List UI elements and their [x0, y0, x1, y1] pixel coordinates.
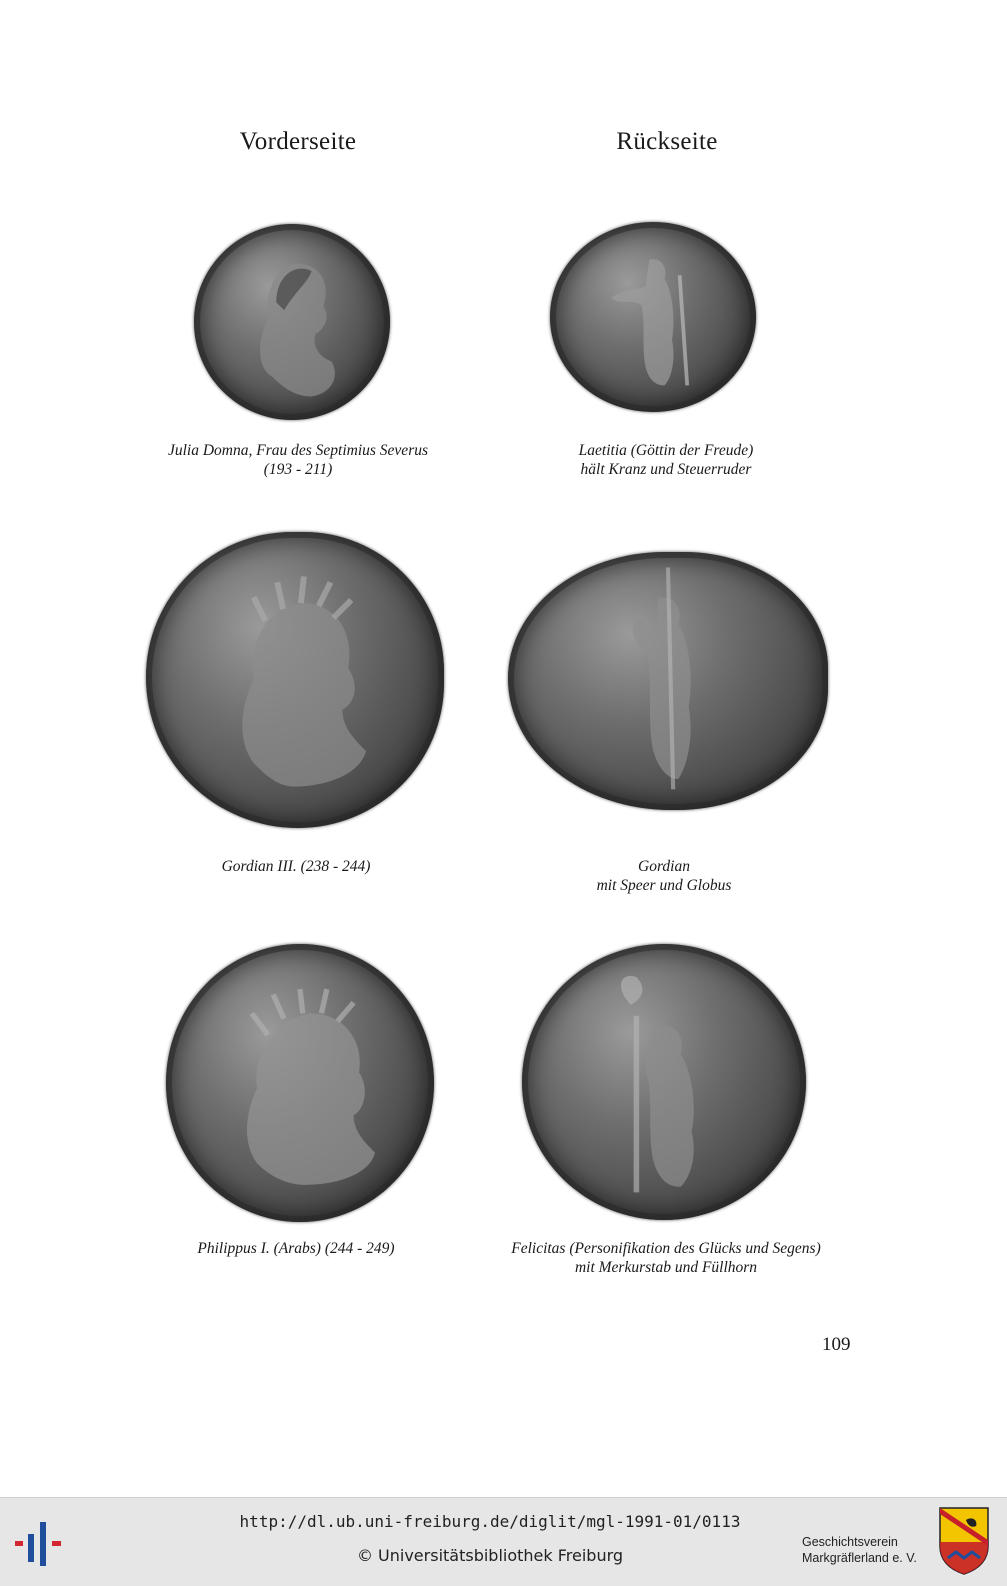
header-back: Rückseite — [616, 128, 718, 155]
header-front: Vorderseite — [239, 128, 357, 155]
caption-gordian-iii — [106, 857, 486, 876]
coin-julia-domna-obverse — [194, 224, 390, 420]
caption-philippus-i — [106, 1239, 486, 1258]
caption-line: Gordian — [638, 858, 690, 875]
caption-line: Julia Domna, Frau des Septimius Severus — [167, 442, 429, 459]
caption-line: Gordian III. (238 - 244) — [221, 858, 371, 875]
caption-line: hält Kranz und Steuerruder — [580, 461, 752, 478]
society-name — [802, 1534, 932, 1566]
coin-gordian-iii-obverse — [146, 532, 444, 828]
society-line: Geschichtsverein — [802, 1535, 898, 1549]
coin-felicitas-reverse — [522, 944, 806, 1220]
coin-laetitia-reverse — [550, 222, 756, 412]
caption-julia-domna — [108, 441, 488, 479]
caption-felicitas — [476, 1239, 856, 1277]
caption-line: Felicitas (Personifikation des Glücks und Segens) — [511, 1240, 821, 1257]
caption-gordian — [474, 857, 854, 895]
caption-line: Philippus I. (Arabs) (244 - 249) — [197, 1240, 395, 1257]
caption-laetitia — [476, 441, 856, 479]
coin-philippus-i-obverse — [166, 944, 434, 1222]
copyright-notice: © Universitätsbibliothek Freiburg — [356, 1546, 624, 1565]
ub-freiburg-logo-icon — [14, 1520, 62, 1570]
caption-line: (193 - 211) — [263, 461, 333, 478]
digital-library-url[interactable]: http://dl.ub.uni-freiburg.de/diglit/mgl-1991-01/0113 — [239, 1512, 741, 1531]
caption-line: mit Merkurstab und Füllhorn — [574, 1259, 758, 1276]
society-line: Markgräflerland e. V. — [802, 1551, 917, 1565]
caption-line: mit Speer und Globus — [596, 877, 732, 894]
caption-line: Laetitia (Göttin der Freude) — [578, 442, 754, 459]
coat-of-arms-icon — [938, 1506, 990, 1576]
page-number: 109 — [822, 1334, 851, 1355]
footer-bar — [0, 1497, 1007, 1586]
coin-gordian-reverse — [508, 552, 828, 810]
